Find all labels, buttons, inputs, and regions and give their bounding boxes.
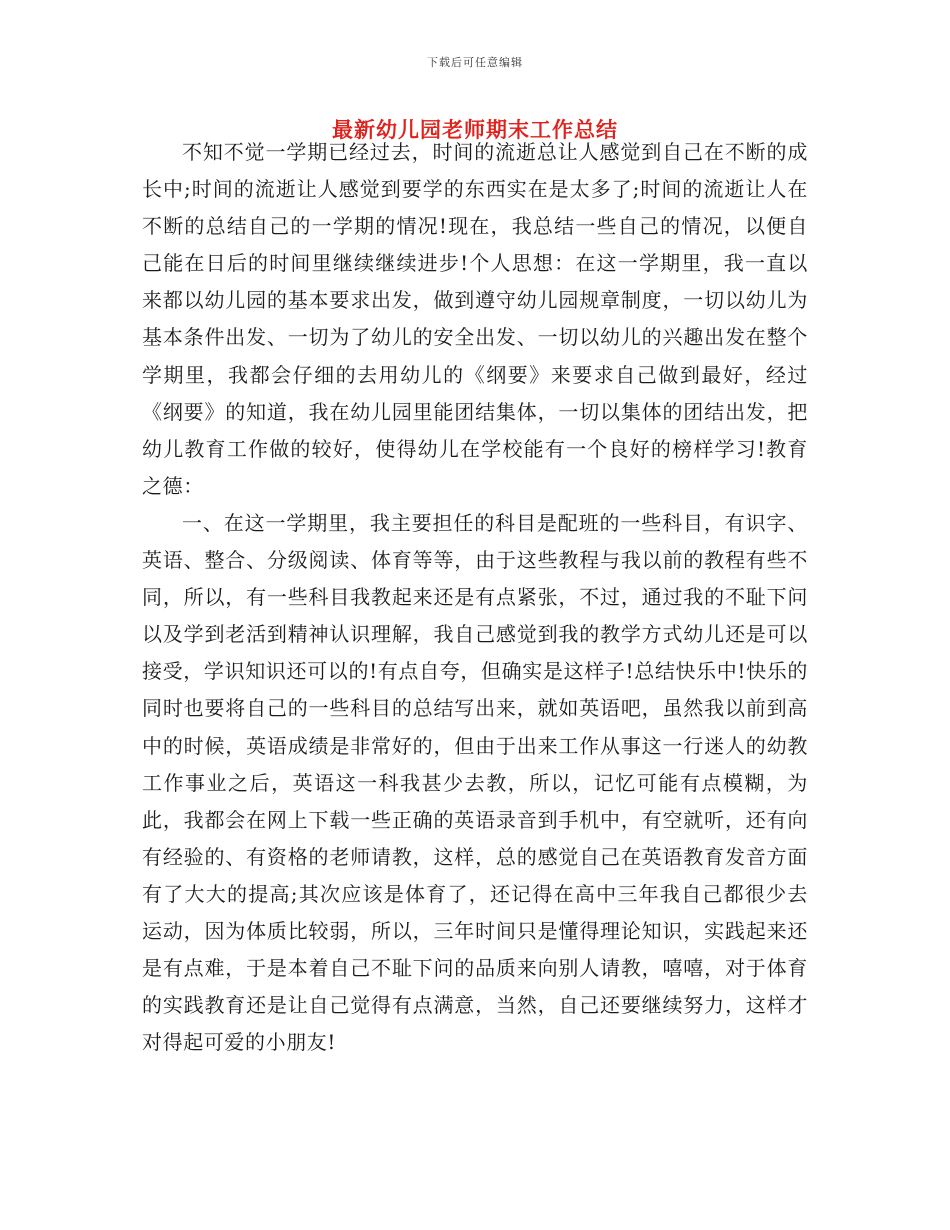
document-body bbox=[142, 134, 808, 1061]
paragraph-teaching: 一、在这一学期里，我主要担任的科目是配班的一些科目，有识字、英语、整合、分级阅读、体育等等，由于这些教程与我以前的教程有些不同，所以，有一些科目我教起来还是有点紧张，不过，通过我的不耻下问以及学到老活到精神认识理解，我自己感觉到我的教学方式幼儿还是可以接受，学识知识还可以的!有点自夸，但确实是这样子!总结快乐中!快乐的同时也要将自己的一些科目的总结写出来，就如英语吧，虽然我以前到高中的时候，英语成绩是非常好的，但由于出来工作从事这一行迷人的幼教工作事业之后，英语这一科我甚少去教，所以，记忆可能有点模糊，为此，我都会在网上下载一些正确的英语录音到手机中，有空就听，还有向有经验的、有资格的老师请教，这样，总的感觉自己在英语教育发音方面有了大大的提高;其次应该是体育了，还记得在高中三年我自己都很少去运动，因为体质比较弱，所以，三年时间只是懂得理论知识，实践起来还是有点难，于是本着自己不耻下问的品质来向别人请教，嘻嘻，对于体育的实践教育还是让自己觉得有点满意，当然，自己还要继续努力，这样才对得起可爱的小朋友! bbox=[142, 510, 808, 1055]
download-note: 下载后可任意编辑 bbox=[427, 56, 523, 69]
document-title: 最新幼儿园老师期末工作总结 bbox=[332, 117, 618, 142]
paragraph-intro: 不知不觉一学期已经过去，时间的流逝总让人感觉到自己在不断的成长中;时间的流逝让人感觉到要学的东西实在是太多了;时间的流逝让人在不断的总结自己的一学期的情况!现在，我总结一些自己的情况，以便自己能在日后的时间里继续继续进步!个人思想：在这一学期里，我一直以来都以幼儿园的基本要求出发，做到遵守幼儿园规章制度，一切以幼儿为基本条件出发、一切为了幼儿的安全出发、一切以幼儿的兴趣出发在整个学期里，我都会仔细的去用幼儿的《纲要》来要求自己做到最好，经过《纲要》的知道，我在幼儿园里能团结集体，一切以集体的团结出发，把幼儿教育工作做的较好，使得幼儿在学校能有一个良好的榜样学习!教育之德： bbox=[142, 140, 808, 498]
